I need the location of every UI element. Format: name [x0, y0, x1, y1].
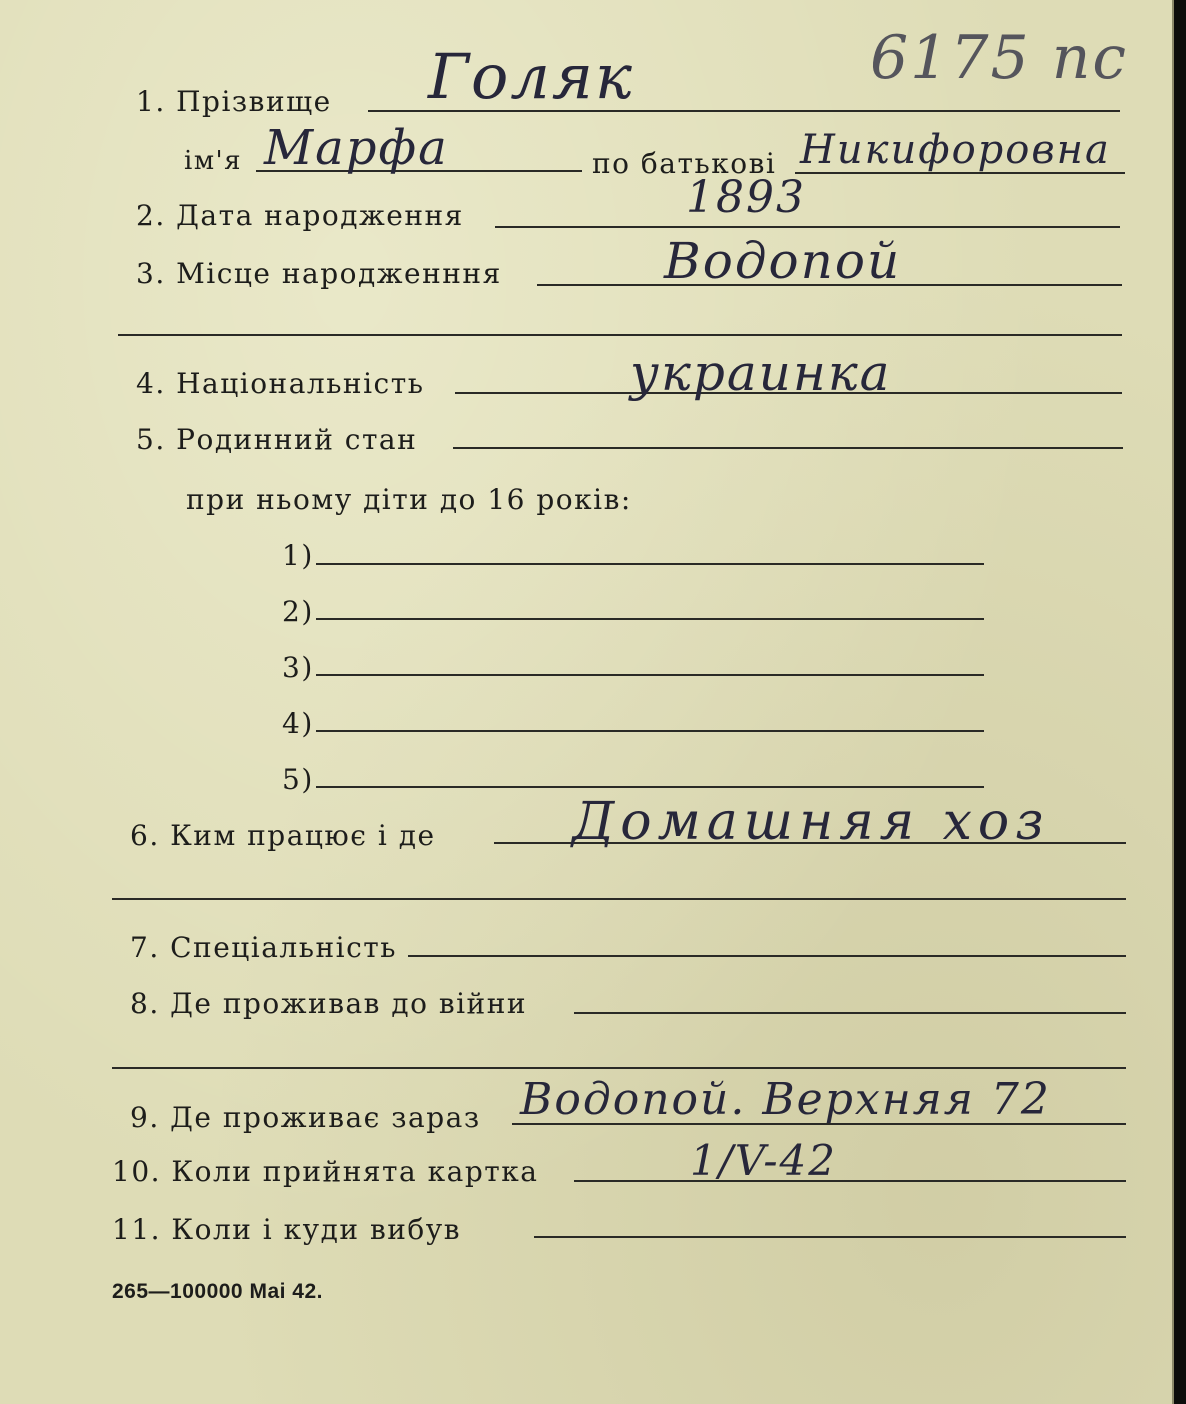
- child-2-label: 2): [282, 595, 314, 628]
- child-3-label: 3): [282, 651, 314, 684]
- line-birth-place-cont: [118, 334, 1122, 336]
- label-first-name: ім'я: [184, 146, 243, 176]
- card-number: 6175 пс: [870, 23, 1129, 93]
- print-code: 265—100000 Mai 42.: [112, 1280, 323, 1303]
- value-surname: Голяк: [428, 40, 634, 113]
- label-birth-place: 3. Місце народженння: [136, 257, 502, 290]
- line-child-4: [316, 730, 984, 732]
- line-child-5: [316, 786, 984, 788]
- label-departure: 11. Коли і куди вибув: [112, 1213, 461, 1246]
- line-marital-status: [453, 447, 1123, 449]
- value-card-accepted: 1/V-42: [690, 1136, 837, 1185]
- value-nationality: украинка: [630, 344, 892, 402]
- label-marital-status: 5. Родинний стан: [136, 423, 418, 456]
- label-nationality: 4. Національність: [136, 367, 425, 400]
- label-prewar-residence: 8. Де проживав до війни: [130, 987, 528, 1020]
- value-birth-place: Водопой: [664, 232, 902, 290]
- value-birth-date: 1893: [686, 172, 806, 223]
- value-first-name: Марфа: [264, 120, 449, 176]
- line-birth-date: [495, 226, 1120, 228]
- label-specialty: 7. Спеціальність: [130, 931, 397, 964]
- line-child-2: [316, 618, 984, 620]
- label-card-accepted: 10. Коли прийнята картка: [112, 1155, 539, 1188]
- line-prewar-residence: [574, 1012, 1126, 1014]
- line-occupation-cont: [112, 898, 1126, 900]
- line-child-3: [316, 674, 984, 676]
- label-patronymic: по батькові: [592, 147, 777, 180]
- line-child-1: [316, 563, 984, 565]
- line-specialty: [408, 955, 1126, 957]
- label-surname: 1. Прізвище: [136, 85, 332, 118]
- child-4-label: 4): [282, 707, 314, 740]
- value-occupation: Домашняя хоз: [572, 792, 1050, 852]
- line-card-accepted: [574, 1180, 1126, 1182]
- line-departure: [534, 1236, 1126, 1238]
- child-5-label: 5): [282, 763, 314, 796]
- child-1-label: 1): [282, 539, 314, 572]
- label-birth-date: 2. Дата народження: [136, 199, 464, 232]
- label-children: при ньому діти до 16 років:: [186, 483, 632, 516]
- value-current-residence: Водопой. Верхняя 72: [520, 1074, 1051, 1125]
- line-prewar-residence-cont: [112, 1067, 1126, 1069]
- label-occupation: 6. Ким працює і де: [130, 819, 436, 852]
- label-current-residence: 9. Де проживає зараз: [130, 1101, 481, 1134]
- value-patronymic: Никифоровна: [800, 127, 1111, 173]
